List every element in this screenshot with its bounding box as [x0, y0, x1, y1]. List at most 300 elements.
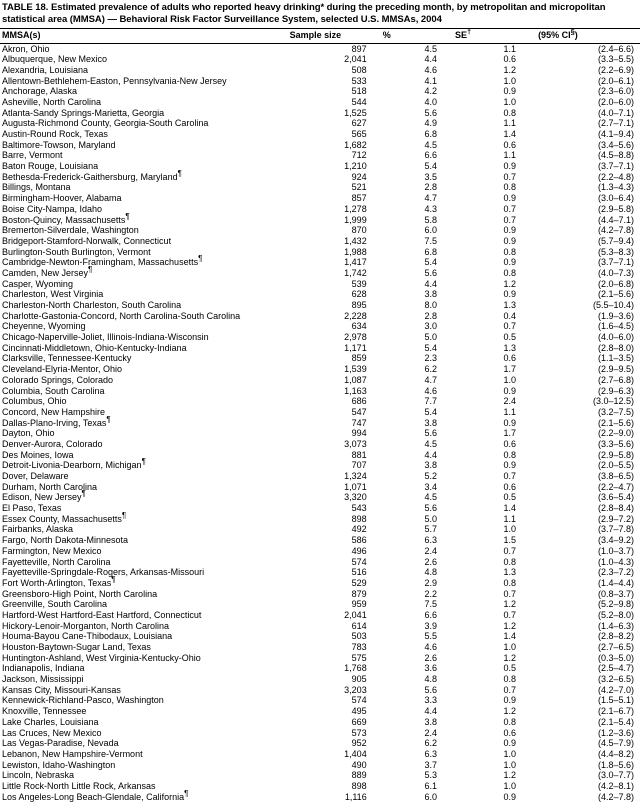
cell-sample-size: 881	[351, 449, 367, 460]
cell-sample-size: 521	[351, 182, 367, 193]
cell-standard-error: 1.2	[503, 770, 517, 781]
cell-sample-size: 2,228	[344, 310, 367, 321]
cell-sample-size: 544	[351, 96, 367, 107]
cell-confidence-interval: (1.6–4.5)	[597, 321, 634, 332]
cell-percent: 4.4	[424, 278, 437, 289]
cell-area	[0, 279, 288, 290]
cell-area	[0, 129, 288, 140]
cell-area	[0, 289, 288, 300]
cell-sample-size: 889	[351, 770, 367, 781]
cell-area	[0, 407, 288, 418]
cell-confidence-interval: (3.4–5.6)	[597, 139, 634, 150]
cell-percent: 5.7	[424, 524, 437, 535]
table-row	[0, 161, 640, 172]
cell-standard-error: 0.5	[503, 332, 517, 343]
table-row	[0, 524, 640, 535]
cell-sample-size: 503	[351, 631, 367, 642]
cell-standard-error: 1.0	[503, 759, 517, 770]
cell-sample-size: 1,988	[344, 246, 367, 257]
cell-sample-size: 1,087	[344, 374, 367, 385]
cell-standard-error: 1.1	[503, 513, 517, 524]
cell-area	[0, 749, 288, 760]
cell-area	[0, 695, 288, 706]
cell-area	[0, 503, 288, 514]
area-label: Austin-Round Rock, Texas	[2, 129, 108, 139]
cell-confidence-interval: (1.3–4.3)	[597, 182, 634, 193]
cell-confidence-interval: (2.7–7.1)	[597, 118, 634, 129]
table-row	[0, 289, 640, 300]
cell-area	[0, 482, 288, 493]
cell-area	[0, 706, 288, 717]
cell-area	[0, 300, 288, 311]
table-row	[0, 118, 640, 129]
table-row	[0, 653, 640, 664]
area-label: Lewiston, Idaho-Washington	[2, 759, 116, 770]
cell-area	[0, 631, 288, 642]
cell-area	[0, 439, 288, 450]
cell-confidence-interval: (2.2–4.7)	[597, 481, 634, 492]
cell-sample-size: 516	[351, 567, 367, 578]
area-label: Baton Rouge, Louisiana	[2, 161, 99, 172]
table-row	[0, 695, 640, 706]
area-label: Greensboro-High Point, North Carolina	[2, 588, 158, 599]
cell-percent: 5.6	[424, 503, 437, 514]
cell-percent: 5.8	[424, 214, 437, 225]
cell-sample-size: 859	[351, 353, 367, 364]
cell-area	[0, 428, 288, 439]
cell-confidence-interval: (2.0–6.0)	[597, 96, 634, 107]
cell-standard-error: 1.1	[503, 150, 517, 161]
cell-percent: 2.2	[424, 588, 437, 599]
table-row	[0, 770, 640, 781]
table-row	[0, 247, 640, 258]
table-row	[0, 685, 640, 696]
cell-percent: 5.2	[424, 471, 437, 481]
cell-percent: 7.7	[424, 396, 437, 407]
cell-percent: 2.8	[424, 182, 437, 193]
area-label: Charleston-North Charleston, South Carolina	[2, 300, 182, 310]
cell-percent: 6.2	[424, 364, 437, 375]
cell-percent: 6.3	[424, 748, 437, 759]
table-row	[0, 332, 640, 343]
cell-sample-size: 1,324	[344, 471, 367, 481]
cell-sample-size: 490	[351, 759, 367, 770]
cell-percent: 4.1	[424, 75, 437, 86]
area-label: Houma-Bayou Cane-Thibodaux, Louisiana	[2, 631, 173, 642]
area-label: Jackson, Mississippi	[2, 674, 84, 685]
cell-standard-error: 0.6	[503, 727, 517, 738]
cell-confidence-interval: (5.2–8.0)	[597, 609, 634, 620]
cell-sample-size: 707	[351, 460, 367, 471]
cell-sample-size: 1,742	[344, 267, 367, 278]
cell-sample-size: 870	[351, 225, 367, 236]
cell-percent: 5.4	[424, 406, 437, 417]
cell-percent: 6.2	[424, 738, 437, 749]
cell-confidence-interval: (1.9–3.6)	[597, 310, 634, 321]
table-row	[0, 792, 640, 802]
area-label: Asheville, North Carolina	[2, 96, 102, 107]
cell-confidence-interval: (3.7–7.1)	[597, 257, 634, 268]
cell-standard-error: 1.2	[503, 652, 517, 663]
cell-sample-size: 495	[351, 706, 367, 717]
cell-percent: 2.9	[424, 577, 437, 588]
cell-confidence-interval: (3.7–7.1)	[597, 161, 634, 172]
cell-standard-error: 1.4	[503, 129, 517, 139]
area-label: Albuquerque, New Mexico	[2, 54, 108, 65]
cell-confidence-interval: (3.8–6.5)	[597, 471, 634, 481]
table-row	[0, 182, 640, 193]
cell-confidence-interval: (2.2–4.8)	[597, 171, 634, 182]
cell-area	[0, 321, 288, 332]
cell-percent: 2.6	[424, 556, 437, 567]
cell-confidence-interval: (4.0–7.3)	[597, 267, 634, 278]
cell-confidence-interval: (2.1–5.6)	[597, 289, 634, 300]
area-footnote-marker: ¶	[198, 254, 203, 264]
cell-sample-size: 1,210	[344, 161, 367, 172]
cell-sample-size: 586	[351, 535, 367, 546]
table-row	[0, 375, 640, 386]
cell-percent: 3.5	[424, 171, 437, 182]
table-row	[0, 728, 640, 739]
cell-percent: 6.0	[424, 791, 437, 802]
table-row	[0, 482, 640, 493]
cell-confidence-interval: (3.2–6.5)	[597, 674, 634, 685]
cell-confidence-interval: (2.9–9.5)	[597, 364, 634, 375]
cell-area	[0, 589, 288, 600]
se-label: SE	[455, 30, 468, 40]
column-header-percent: %	[381, 29, 453, 44]
cell-standard-error: 0.6	[503, 353, 517, 364]
cell-area	[0, 663, 288, 674]
area-label: Concord, New Hampshire	[2, 406, 106, 417]
cell-area	[0, 760, 288, 771]
cell-area	[0, 599, 288, 610]
table-row	[0, 546, 640, 557]
cell-standard-error: 1.0	[503, 75, 517, 86]
column-header-standard-error	[453, 29, 536, 44]
cell-standard-error: 0.4	[503, 310, 517, 321]
cell-area	[0, 54, 288, 65]
cell-area	[0, 728, 288, 739]
cell-sample-size: 3,203	[344, 684, 367, 695]
cell-standard-error: 0.9	[503, 385, 517, 396]
cell-area	[0, 375, 288, 386]
cell-sample-size: 574	[351, 695, 367, 706]
cell-percent: 4.8	[424, 567, 437, 578]
cell-confidence-interval: (3.2–7.5)	[597, 406, 634, 417]
area-label: Baltimore-Towson, Maryland	[2, 139, 116, 150]
area-label: Las Cruces, New Mexico	[2, 727, 102, 738]
cell-confidence-interval: (5.5–10.4)	[592, 300, 634, 310]
cell-confidence-interval: (2.1–6.7)	[597, 706, 634, 717]
cell-sample-size: 627	[351, 118, 367, 129]
area-label: Alexandria, Louisiana	[2, 64, 89, 75]
cell-confidence-interval: (2.3–6.0)	[597, 86, 634, 97]
cell-percent: 4.4	[424, 449, 437, 460]
cell-standard-error: 0.9	[503, 86, 517, 97]
table-row	[0, 257, 640, 268]
table-row	[0, 129, 640, 140]
area-label: Fayetteville, North Carolina	[2, 556, 111, 567]
table-body	[0, 43, 640, 802]
area-label: Atlanta-Sandy Springs-Marietta, Georgia	[2, 107, 165, 118]
cell-area	[0, 717, 288, 728]
table-row	[0, 631, 640, 642]
cell-sample-size: 2,041	[344, 54, 367, 65]
cell-sample-size: 1,525	[344, 107, 367, 118]
area-label: Indianapolis, Indiana	[2, 663, 85, 674]
cell-standard-error: 1.5	[503, 535, 517, 546]
cell-sample-size: 2,978	[344, 332, 367, 343]
cell-sample-size: 543	[351, 503, 367, 514]
area-label: Houston-Baytown-Sugar Land, Texas	[2, 642, 151, 652]
cell-standard-error: 1.4	[503, 503, 517, 514]
area-label: Burlington-South Burlington, Vermont	[2, 246, 151, 257]
cell-area	[0, 642, 288, 653]
area-label: Little Rock-North Little Rock, Arkansas	[2, 780, 156, 791]
cell-area	[0, 311, 288, 322]
cell-standard-error: 0.6	[503, 481, 517, 492]
table-row	[0, 225, 640, 236]
cell-percent: 4.7	[424, 193, 437, 204]
table-row	[0, 642, 640, 653]
area-label: Augusta-Richmond County, Georgia-South Carolina	[2, 118, 209, 129]
cell-sample-size: 1,539	[344, 364, 367, 375]
cell-sample-size: 574	[351, 556, 367, 567]
cell-standard-error: 1.0	[503, 374, 517, 385]
cell-percent: 5.6	[424, 107, 437, 118]
cell-percent: 2.4	[424, 545, 437, 556]
cell-confidence-interval: (0.8–3.7)	[597, 588, 634, 599]
cell-confidence-interval: (4.2–7.0)	[597, 684, 634, 695]
cell-percent: 4.5	[424, 43, 437, 54]
table-row	[0, 321, 640, 332]
table-row	[0, 215, 640, 226]
cell-sample-size: 492	[351, 524, 367, 535]
cell-confidence-interval: (2.1–5.4)	[597, 716, 634, 727]
cell-area	[0, 738, 288, 749]
table-row	[0, 54, 640, 65]
cell-confidence-interval: (3.7–7.8)	[597, 524, 634, 535]
cell-percent: 4.7	[424, 374, 437, 385]
area-label: Fairbanks, Alaska	[2, 524, 74, 535]
cell-standard-error: 0.8	[503, 716, 517, 727]
cell-area	[0, 76, 288, 87]
area-label: Fayetteville-Springdale-Rogers, Arkansas-Missouri	[2, 567, 205, 578]
table-row	[0, 439, 640, 450]
cell-standard-error: 1.0	[503, 524, 517, 535]
cell-standard-error: 0.8	[503, 449, 517, 460]
table-row	[0, 621, 640, 632]
cell-standard-error: 1.0	[503, 780, 517, 791]
cell-standard-error: 1.2	[503, 706, 517, 717]
ci-label: (95% CI	[538, 30, 571, 40]
cell-standard-error: 0.8	[503, 246, 517, 257]
area-label: Birmingham-Hoover, Alabama	[2, 193, 122, 204]
area-label: Camden, New Jersey	[2, 267, 89, 278]
cell-standard-error: 0.6	[503, 438, 517, 449]
cell-confidence-interval: (4.2–8.1)	[597, 780, 634, 791]
area-label: Casper, Wyoming	[2, 278, 73, 289]
cell-area	[0, 788, 288, 802]
table-row	[0, 108, 640, 119]
cell-standard-error: 1.2	[503, 599, 517, 610]
cell-percent: 6.6	[424, 150, 437, 161]
cell-sample-size: 1,999	[344, 214, 367, 225]
area-label: Lebanon, New Hampshire-Vermont	[2, 748, 143, 759]
area-label: Cambridge-Newton-Framingham, Massachusetts	[2, 257, 199, 268]
cell-percent: 3.4	[424, 481, 437, 492]
cell-percent: 8.0	[424, 300, 437, 310]
table-row	[0, 738, 640, 749]
cell-standard-error: 1.2	[503, 64, 517, 75]
cell-percent: 3.8	[424, 289, 437, 300]
cell-standard-error: 1.2	[503, 620, 517, 631]
cell-standard-error: 0.9	[503, 161, 517, 172]
cell-confidence-interval: (2.8–8.2)	[597, 631, 634, 642]
cell-standard-error: 0.7	[503, 203, 517, 214]
cell-sample-size: 879	[351, 588, 367, 599]
cell-confidence-interval: (4.2–7.8)	[597, 225, 634, 236]
cell-standard-error: 2.4	[503, 396, 517, 407]
table-row	[0, 97, 640, 108]
cell-percent: 3.7	[424, 759, 437, 770]
cell-standard-error: 0.9	[503, 257, 517, 268]
table-row	[0, 663, 640, 674]
cell-sample-size: 547	[351, 406, 367, 417]
area-label: Essex County, Massachusetts	[2, 513, 122, 524]
table-row	[0, 364, 640, 375]
cell-percent: 4.5	[424, 438, 437, 449]
cell-standard-error: 0.7	[503, 609, 517, 620]
cell-sample-size: 686	[351, 396, 367, 407]
cell-standard-error: 0.8	[503, 182, 517, 193]
cell-percent: 4.4	[424, 706, 437, 717]
cell-percent: 4.3	[424, 203, 437, 214]
cell-confidence-interval: (1.5–5.1)	[597, 695, 634, 706]
cell-percent: 5.4	[424, 342, 437, 353]
cell-sample-size: 994	[351, 428, 367, 439]
table-row	[0, 450, 640, 461]
table-row	[0, 193, 640, 204]
cell-percent: 4.6	[424, 64, 437, 75]
area-label: Hickory-Lenoir-Morganton, North Carolina	[2, 620, 170, 631]
cell-percent: 2.3	[424, 353, 437, 364]
cell-standard-error: 1.7	[503, 364, 517, 375]
cell-standard-error: 0.9	[503, 695, 517, 706]
table-row	[0, 514, 640, 525]
cell-standard-error: 1.7	[503, 428, 517, 439]
cell-area	[0, 211, 288, 226]
cell-confidence-interval: (5.2–9.8)	[597, 599, 634, 610]
cell-sample-size: 1,682	[344, 139, 367, 150]
cell-percent: 3.3	[424, 695, 437, 706]
cell-standard-error: 0.6	[503, 139, 517, 150]
cell-confidence-interval: (1.1–3.5)	[597, 353, 634, 364]
cell-percent: 3.0	[424, 321, 437, 332]
cell-standard-error: 0.9	[503, 235, 517, 246]
area-label: Greenville, South Carolina	[2, 599, 108, 610]
cell-confidence-interval: (3.6–5.4)	[597, 492, 634, 503]
cell-standard-error: 1.1	[503, 43, 517, 54]
cell-confidence-interval: (1.4–6.3)	[597, 620, 634, 631]
ci-footnote-marker: §	[570, 27, 575, 36]
cell-percent: 6.8	[424, 246, 437, 257]
cell-sample-size: 575	[351, 652, 367, 663]
cell-area	[0, 140, 288, 151]
cell-area	[0, 674, 288, 685]
column-header-sample-size: Sample size	[288, 29, 381, 44]
cell-percent: 3.8	[424, 460, 437, 471]
cell-sample-size: 1,417	[344, 257, 367, 268]
cell-confidence-interval: (1.4–4.4)	[597, 577, 634, 588]
table-row	[0, 749, 640, 760]
cell-area	[0, 332, 288, 343]
cell-standard-error: 0.5	[503, 663, 517, 674]
cell-percent: 4.2	[424, 86, 437, 97]
cell-percent: 5.6	[424, 267, 437, 278]
table-row	[0, 589, 640, 600]
cell-percent: 2.8	[424, 310, 437, 321]
cell-standard-error: 0.6	[503, 54, 517, 65]
cell-standard-error: 0.7	[503, 321, 517, 332]
cell-percent: 3.6	[424, 663, 437, 674]
cell-sample-size: 952	[351, 738, 367, 749]
cell-confidence-interval: (4.2–7.8)	[597, 791, 634, 802]
area-label: Des Moines, Iowa	[2, 449, 74, 460]
cell-confidence-interval: (3.0–7.7)	[597, 770, 634, 781]
table-row	[0, 706, 640, 717]
area-label: Bremerton-Silverdale, Washington	[2, 225, 139, 236]
cell-sample-size: 669	[351, 716, 367, 727]
cell-sample-size: 3,320	[344, 492, 367, 503]
cell-area	[0, 182, 288, 193]
cell-area	[0, 653, 288, 664]
cell-percent: 2.6	[424, 652, 437, 663]
table-row	[0, 76, 640, 87]
cell-sample-size: 898	[351, 513, 367, 524]
area-label: Boise City-Nampa, Idaho	[2, 203, 103, 214]
area-label: Dallas-Plano-Irving, Texas	[2, 417, 107, 428]
cell-confidence-interval: (2.8–8.0)	[597, 342, 634, 353]
cell-confidence-interval: (2.0–5.5)	[597, 460, 634, 471]
area-label: Fort Worth-Arlington, Texas	[2, 577, 112, 588]
cell-area	[0, 396, 288, 407]
area-label: Knoxville, Tennessee	[2, 706, 87, 717]
cell-confidence-interval: (3.3–5.6)	[597, 438, 634, 449]
table-row	[0, 65, 640, 76]
cell-sample-size: 712	[351, 150, 367, 161]
cell-confidence-interval: (4.4–7.1)	[597, 214, 634, 225]
cell-confidence-interval: (2.2–9.0)	[597, 428, 634, 439]
cell-area	[0, 168, 288, 183]
table-row	[0, 492, 640, 503]
cell-standard-error: 0.9	[503, 225, 517, 236]
table-row	[0, 599, 640, 610]
table-row	[0, 353, 640, 364]
cell-confidence-interval: (2.4–6.6)	[597, 43, 634, 54]
table-row	[0, 386, 640, 397]
cell-area	[0, 621, 288, 632]
area-footnote-marker: ¶	[81, 489, 86, 499]
cell-percent: 3.8	[424, 417, 437, 428]
cell-area	[0, 574, 288, 589]
cell-area	[0, 781, 288, 792]
area-label: Bridgeport-Stamford-Norwalk, Connecticut	[2, 235, 172, 246]
table-row	[0, 300, 640, 311]
cell-confidence-interval: (3.3–5.5)	[597, 54, 634, 65]
cell-area	[0, 770, 288, 781]
